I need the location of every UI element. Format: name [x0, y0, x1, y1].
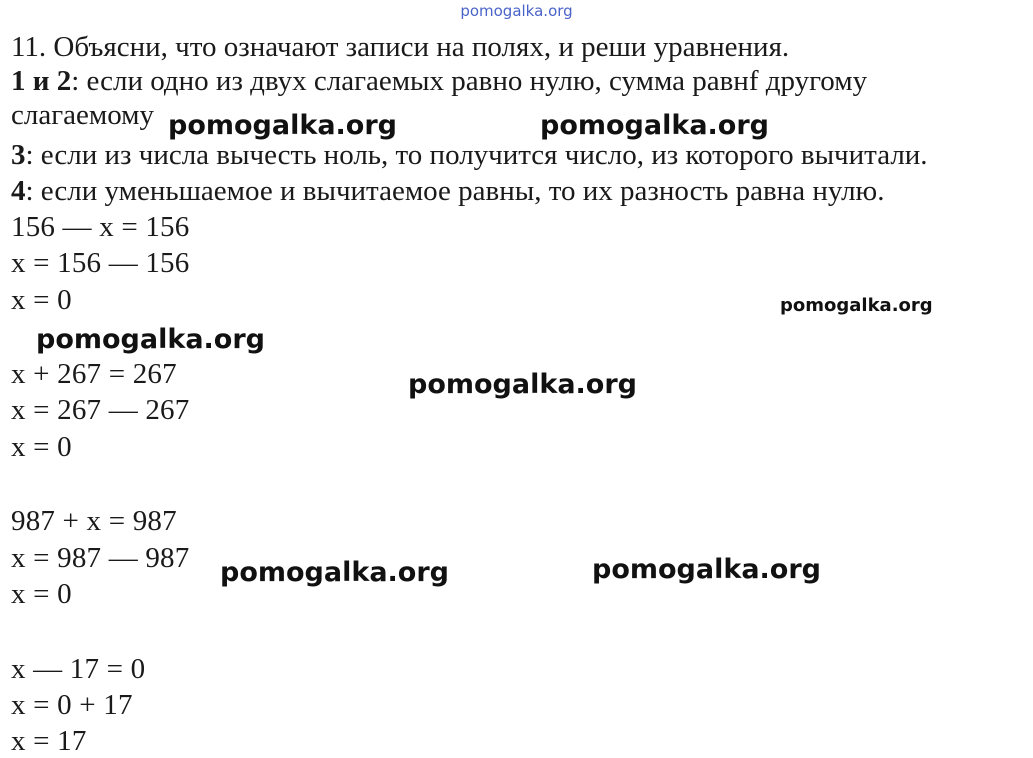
watermark: pomogalka.org: [168, 110, 397, 141]
rule-1-2-text: : если одно из двух слагаемых равно нулю, сумма равнf другому: [71, 65, 868, 97]
equation-1-line-2: x = 156 — 156: [11, 247, 190, 279]
equation-4-line-3: x = 17: [11, 725, 87, 757]
rule-4-text: : если уменьшаемое и вычитаемое равны, то их разность равна нулю.: [25, 175, 885, 207]
watermark: pomogalka.org: [36, 324, 265, 355]
equation-3-line-3: x = 0: [11, 578, 72, 610]
top-watermark: pomogalka.org: [460, 2, 573, 20]
rule-1-2-continuation: слагаемому: [11, 99, 155, 131]
equation-3-line-1: 987 + x = 987: [11, 505, 177, 537]
rule-1-2: [11, 64, 867, 98]
watermark: pomogalka.org: [408, 369, 637, 400]
rule-4: [11, 174, 884, 208]
watermark: pomogalka.org: [220, 557, 449, 588]
rule-4-label: 4: [11, 175, 26, 207]
equation-3-line-2: x = 987 — 987: [11, 542, 190, 574]
equation-2-line-1: x + 267 = 267: [11, 358, 177, 390]
equation-4-line-1: x — 17 = 0: [11, 653, 146, 685]
rule-1-2-label: 1 и 2: [11, 65, 72, 97]
equation-2-line-2: x = 267 — 267: [11, 394, 190, 426]
rule-3: [11, 138, 928, 172]
equation-1-line-1: 156 — x = 156: [11, 211, 190, 243]
rule-3-label: 3: [11, 139, 26, 171]
watermark: pomogalka.org: [540, 110, 769, 141]
watermark: pomogalka.org: [780, 295, 933, 316]
equation-1-line-3: x = 0: [11, 284, 72, 316]
task-title: 11. Объясни, что означают записи на полях, и реши уравнения.: [11, 31, 790, 63]
equation-4-line-2: x = 0 + 17: [11, 689, 133, 721]
rule-3-text: : если из числа вычесть ноль, то получится число, из которого вычитали.: [25, 139, 928, 171]
watermark: pomogalka.org: [592, 554, 821, 585]
equation-2-line-3: x = 0: [11, 431, 72, 463]
